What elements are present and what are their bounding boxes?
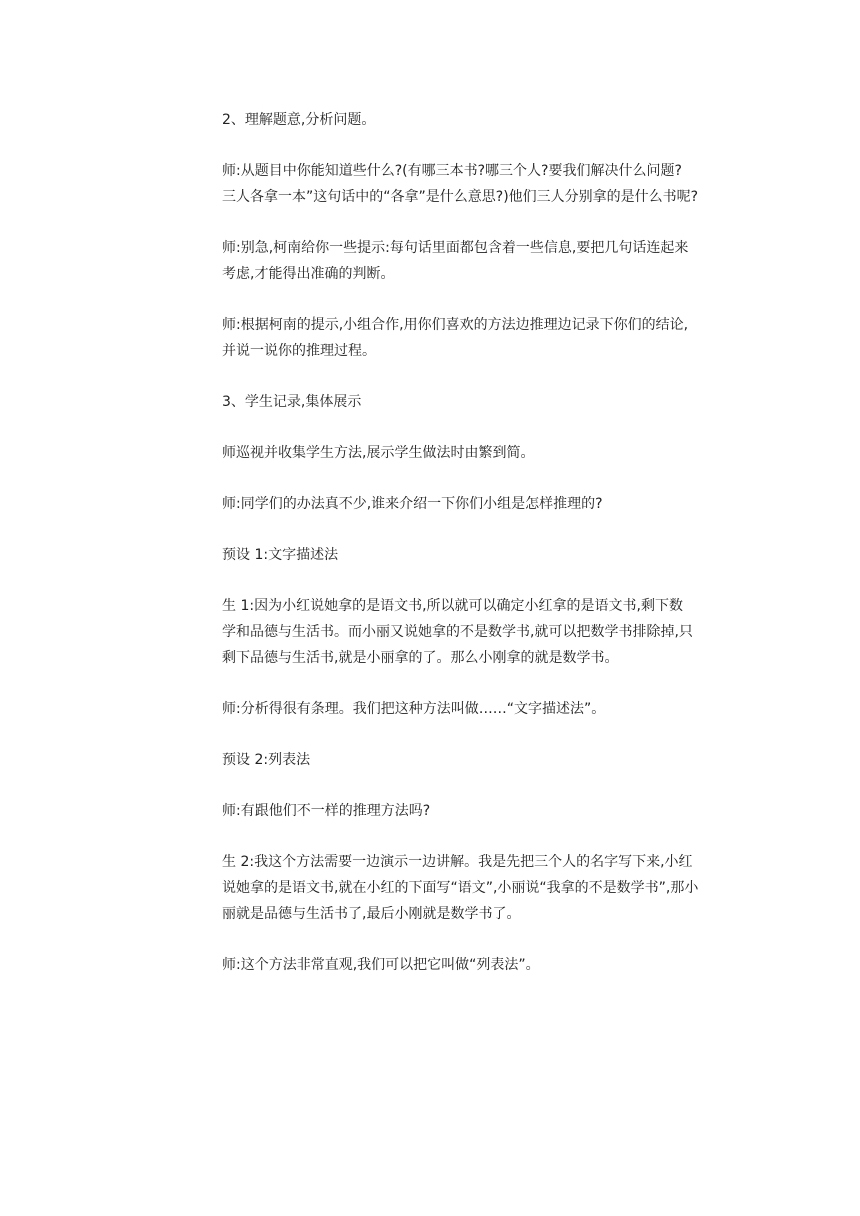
teacher-group-work-paragraph [222, 312, 742, 364]
teacher-question-2-paragraph [222, 491, 742, 517]
text-line: 3、学生记录,集体展示 [222, 394, 362, 410]
text-line: 剩下品德与生活书,就是小丽拿的了。那么小刚拿的就是数学书。 [222, 650, 619, 666]
section-heading-3 [222, 389, 742, 415]
text-line: 师:这个方法非常直观,我们可以把它叫做“列表法”。 [222, 957, 540, 973]
text-line: 丽就是品德与生活书了,最后小刚就是数学书了。 [222, 906, 521, 922]
text-line: 并说一说你的推理过程。 [222, 343, 376, 359]
text-line: 师:从题目中你能知道些什么?(有哪三本书?哪三个人?要我们解决什么问题? [222, 163, 682, 179]
text-line: 预设 2:列表法 [222, 752, 311, 768]
teacher-summary-1-paragraph [222, 696, 742, 722]
text-line: 师巡视并收集学生方法,展示学生做法时由繁到简。 [222, 445, 535, 461]
document-body [222, 107, 742, 1003]
teacher-hint-paragraph [222, 235, 742, 287]
text-line: 生 1:因为小红说她拿的是语文书,所以就可以确定小红拿的是语文书,剩下数 [222, 598, 683, 614]
teacher-question-3-paragraph [222, 798, 742, 824]
text-line: 学和品德与生活书。而小丽又说她拿的不是数学书,就可以把数学书排除掉,只 [222, 624, 693, 640]
text-line: 生 2:我这个方法需要一边演示一边讲解。我是先把三个人的名字写下来,小红 [222, 854, 693, 870]
teacher-question-paragraph [222, 158, 742, 210]
preset-2-heading [222, 747, 742, 773]
text-line: 说她拿的是语文书,就在小红的下面写“语文”,小丽说“我拿的不是数学书”,那小 [222, 880, 699, 896]
teacher-summary-2-paragraph [222, 952, 742, 978]
text-line: 师:有跟他们不一样的推理方法吗? [222, 803, 431, 819]
teacher-patrol-paragraph [222, 440, 742, 466]
text-line: 预设 1:文字描述法 [222, 547, 339, 563]
text-line: 师:同学们的办法真不少,谁来介绍一下你们小组是怎样推理的? [222, 496, 603, 512]
text-line: 2、理解题意,分析问题。 [222, 112, 376, 128]
text-line: 三人各拿一本”这句话中的“各拿”是什么意思?)他们三人分别拿的是什么书呢? [222, 189, 699, 205]
student-1-paragraph [222, 593, 742, 671]
preset-1-heading [222, 542, 742, 568]
section-heading-2 [222, 107, 742, 133]
text-line: 考虑,才能得出准确的判断。 [222, 266, 395, 282]
text-line: 师:别急,柯南给你一些提示:每句话里面都包含着一些信息,要把几句话连起来 [222, 240, 689, 256]
text-line: 师:根据柯南的提示,小组合作,用你们喜欢的方法边推理边记录下你们的结论, [222, 317, 689, 333]
student-2-paragraph [222, 849, 742, 927]
text-line: 师:分析得很有条理。我们把这种方法叫做……“文字描述法”。 [222, 701, 606, 717]
